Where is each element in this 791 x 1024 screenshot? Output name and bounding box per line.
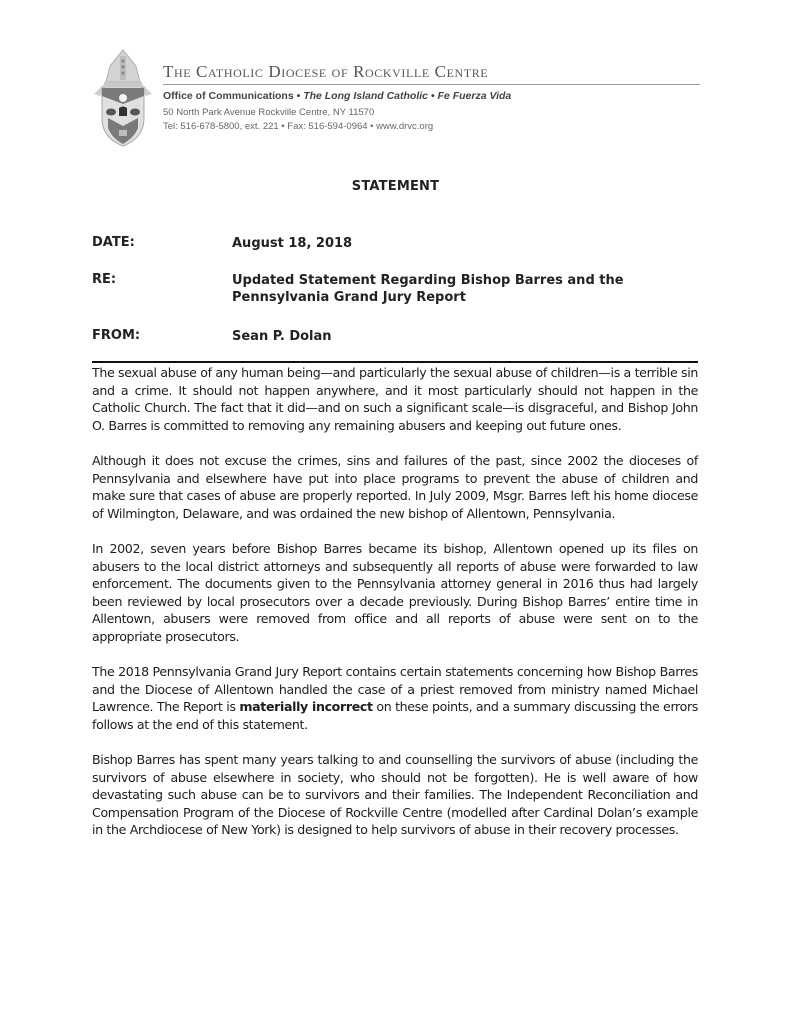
re-label: RE: [92, 272, 117, 287]
from-label: FROM: [92, 328, 141, 343]
paragraph-text: on these points, and a summary discussing the errors follows at the end of this statement. [92, 699, 698, 732]
diocese-crest-icon [90, 48, 156, 148]
paragraph: Although it does not excuse the crimes, sins and failures of the past, since 2002 the dioceses of Pennsylvania and elsewhere have put into place programs to prevent the abuse of children and make sure that cases of abuse are properly reported. In July 2009, Msgr. Barres left his home diocese of Wilmington, Delaware, and was ordained the new bishop of Allentown, Pennsylvania. [92, 452, 698, 521]
publication-name: The Long Island Catholic [303, 90, 429, 102]
re-value-line: Updated Statement Regarding Bishop Barres and the [232, 273, 624, 288]
date-label: DATE: [92, 235, 135, 250]
separator: • [428, 90, 438, 102]
date-value: August 18, 2018 [232, 236, 353, 251]
paragraph: The sexual abuse of any human being—and particularly the sexual abuse of children—is a terrible sin and a crime. It should not happen anywhere, and it most particularly should not happen in the Catholic Church. The fact that it did—and on such a significant scale—is disgraceful, and Bishop John O. Barres is committed to removing any remaining abusers and keeping out future ones. [92, 365, 698, 433]
paragraph: In 2002, seven years before Bishop Barres became its bishop, Allentown opened up its files on abusers to the local district attorneys and subsequently all reports of abuse were forwarded to law enforcement. The documents given to the Pennsylvania attorney general in 2016 thus had largely been reviewed by local prosecutors over a decade previously. During Bishop Barres’ entire time in Allentown, abusers were removed from office and all reports of abuse were sent on to the appropriate prosecutors. [92, 540, 698, 644]
address-line: 50 North Park Avenue Rockville Centre, NY 11570 [163, 107, 375, 118]
letterhead-divider [163, 84, 700, 85]
re-value-line: Pennsylvania Grand Jury Report [232, 290, 466, 305]
paragraph: Bishop Barres has spent many years talking to and counselling the survivors of abuse (including the survivors of abuse elsewhere in society, who should not be forgotten). He is well aware of how devastating such abuse can be to survivors and their families. The Independent Reconciliation and Compensation Program of the Diocese of Rockville Centre (modelled after Cardinal Dolan’s example in the Archdiocese of New York) is designed to help survivors of abuse in their recovery processes. [92, 752, 698, 838]
paragraph-text: The 2018 Pennsylvania Grand Jury Report contains certain statements concerning how Bishop Barres and the Diocese of Allentown handled the case of a priest removed from ministry named Michael Lawrence. The Report is [92, 664, 698, 715]
header-divider [92, 361, 698, 363]
office-line [163, 90, 511, 102]
document-title: STATEMENT [351, 179, 440, 194]
statement-body [92, 364, 698, 857]
from-value: Sean P. Dolan [232, 329, 332, 344]
contact-line: Tel: 516-678-5800, ext. 221 • Fax: 516-594-0964 • www.drvc.org [163, 121, 434, 132]
office-label: Office of Communications • [163, 90, 304, 102]
emphasis-text: materially incorrect [239, 699, 373, 715]
publication-name: Fe Fuerza Vida [437, 90, 512, 102]
diocese-name: The Catholic Diocese of Rockville Centre [163, 62, 489, 81]
re-value [232, 272, 624, 306]
paragraph [92, 663, 698, 733]
